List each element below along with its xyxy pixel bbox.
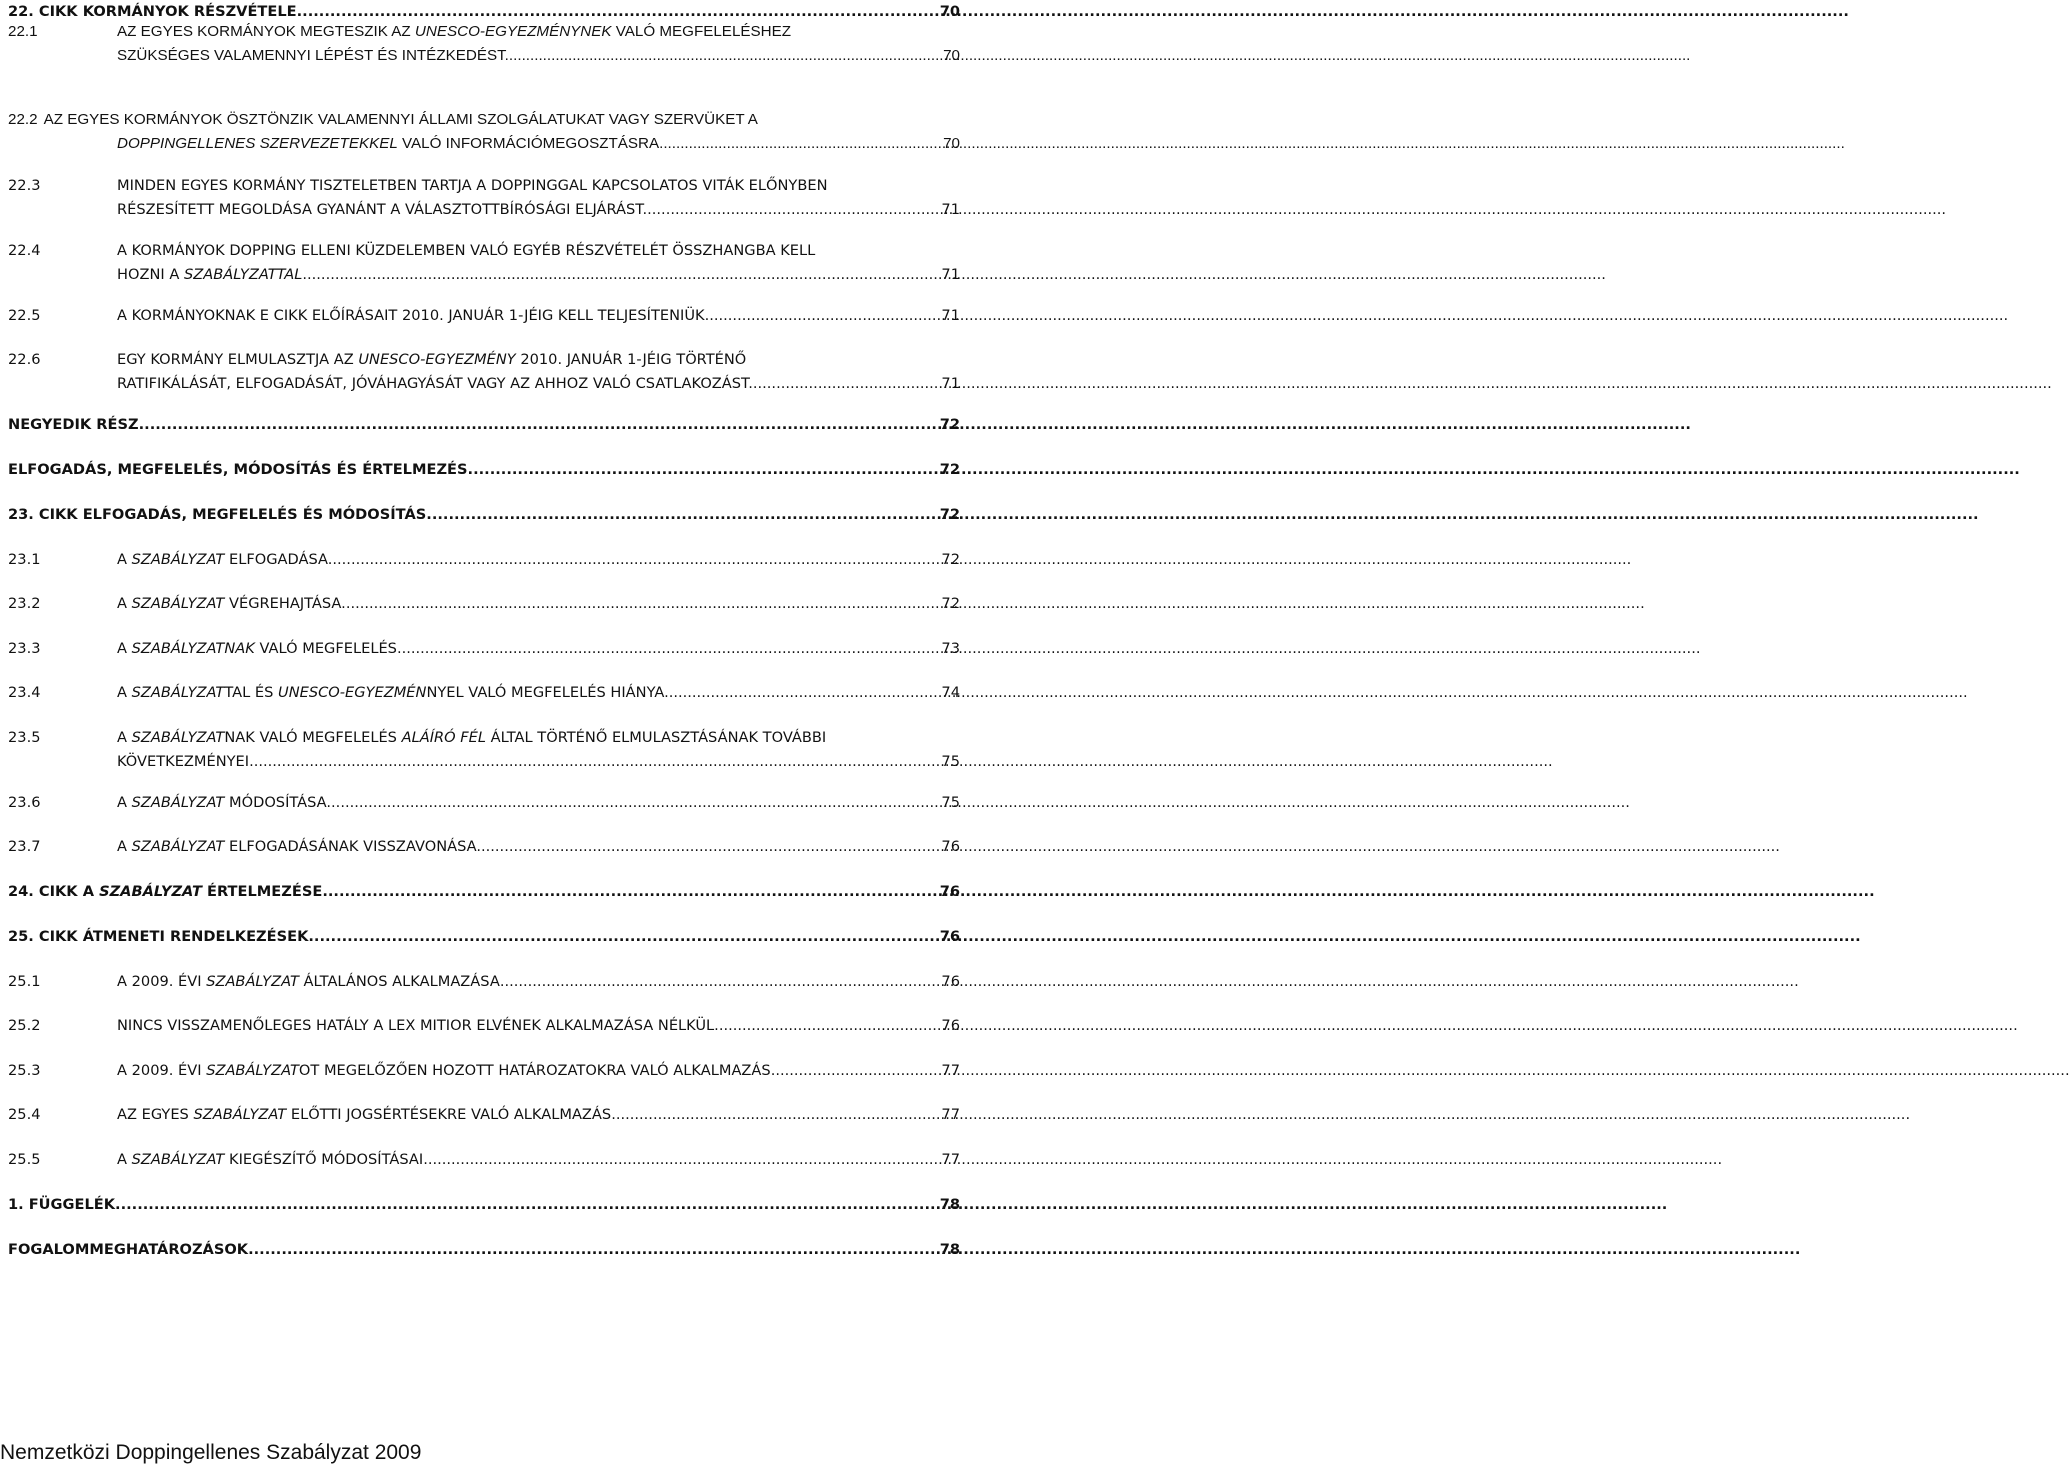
toc-page-number: 70 <box>939 3 960 20</box>
toc-number: 25.3 <box>8 1062 41 1079</box>
toc-leader <box>139 413 938 437</box>
toc-entry[interactable] <box>8 791 960 815</box>
toc-entry[interactable] <box>8 592 960 616</box>
toc-leader <box>307 263 939 287</box>
toc-title: A SZABÁLYZAT MÓDOSÍTÁSA. <box>117 794 332 811</box>
toc-entry[interactable] <box>8 835 960 859</box>
toc-page-number: 75 <box>941 794 960 811</box>
toc-title: CIKK ÁTMENETI RENDELKEZÉSEK <box>38 928 309 945</box>
toc-title: A SZABÁLYZAT ELFOGADÁSÁNAK VISSZAVONÁSA. <box>117 838 481 855</box>
toc-entry[interactable] <box>8 413 960 437</box>
toc-title: A SZABÁLYZATNAK VALÓ MEGFELELÉS ALÁÍRÓ FÉL ÁLTAL TÖRTÉNŐ ELMULASZTÁSÁNAK TOVÁBBI <box>117 729 827 746</box>
toc-leader <box>402 637 940 661</box>
toc-number: 22. <box>8 3 34 20</box>
toc-number: 22.2 <box>8 111 38 128</box>
toc-entry[interactable] <box>8 108 960 156</box>
toc-number: 23.1 <box>8 551 41 568</box>
toc-leader <box>611 1103 939 1127</box>
toc-number: 22.4 <box>8 242 41 259</box>
page-footer: Nemzetközi Doppingellenes Szabályzat 2009 <box>0 1441 422 1464</box>
toc-entry[interactable] <box>8 970 960 994</box>
toc-page-number: 72 <box>939 416 960 433</box>
toc-entry[interactable] <box>8 548 960 572</box>
toc-leader <box>753 372 940 396</box>
toc-title: NEGYEDIK RÉSZ <box>8 416 139 433</box>
toc-entry[interactable] <box>8 20 960 68</box>
toc-title: AZ EGYES KORMÁNYOK MEGTESZIK AZ UNESCO-EGYEZMÉNYNEK VALÓ MEGFELELÉSHEZ <box>117 23 792 40</box>
toc-page-number: 75 <box>941 753 960 770</box>
toc-title: A SZABÁLYZAT ELFOGADÁSA. <box>117 551 333 568</box>
toc-title-continued: KÖVETKEZMÉNYEI. <box>117 753 254 770</box>
toc-page-number: 72 <box>941 595 960 612</box>
toc-page-number: 71 <box>941 375 960 392</box>
toc-title: EGY KORMÁNY ELMULASZTJA AZ UNESCO-EGYEZMÉNY 2010. JANUÁR 1-JÉIG TÖRTÉNŐ <box>117 351 747 368</box>
toc-page-number: 70 <box>943 47 960 64</box>
toc-leader <box>248 1238 938 1262</box>
toc-entry[interactable] <box>8 637 960 661</box>
toc-number: 23.5 <box>8 729 41 746</box>
toc-title-continued: DOPPINGELLENES SZERVEZETEKKEL VALÓ INFORMÁCIÓMEGOSZTÁSRA. <box>117 135 664 152</box>
toc-entry[interactable] <box>8 1014 960 1038</box>
toc-entry[interactable] <box>8 1238 960 1262</box>
toc-leader <box>115 1193 938 1217</box>
toc-leader <box>426 503 937 527</box>
toc-leader <box>468 458 938 482</box>
toc-title: CIKK KORMÁNYOK RÉSZVÉTELE <box>38 3 297 20</box>
toc-page-number: 71 <box>941 201 960 218</box>
toc-page-number: 74 <box>941 684 960 701</box>
toc-title: MINDEN EGYES KORMÁNY TISZTELETBEN TARTJA A DOPPINGGAL KAPCSOLATOS VITÁK ELŐNYBEN <box>117 177 828 194</box>
toc-title: A KORMÁNYOKNAK E CIKK ELŐÍRÁSAIT 2010. JANUÁR 1-JÉIG KELL TELJESÍTENIÜK. <box>117 307 710 324</box>
toc-entry[interactable] <box>8 174 960 222</box>
toc-leader <box>709 304 939 328</box>
toc-title: A SZABÁLYZATNAK VALÓ MEGFELELÉS. <box>117 640 402 657</box>
toc-leader <box>423 1148 939 1172</box>
toc-title: A 2009. ÉVI SZABÁLYZAT ÁLTALÁNOS ALKALMAZÁSA <box>117 973 500 990</box>
toc-title: A SZABÁLYZAT KIEGÉSZÍTŐ MÓDOSÍTÁSAI <box>117 1151 424 1168</box>
toc-entry[interactable] <box>8 1059 960 1083</box>
toc-entry[interactable] <box>8 458 960 482</box>
toc-number: 22.3 <box>8 177 41 194</box>
toc-title: A SZABÁLYZAT VÉGREHAJTÁSA. <box>117 595 346 612</box>
toc-leader <box>481 835 939 859</box>
toc-page-number: 71 <box>941 266 960 283</box>
toc-title: AZ EGYES SZABÁLYZAT ELŐTTI JOGSÉRTÉSEKRE VALÓ ALKALMAZÁS <box>117 1106 612 1123</box>
toc-page-number: 76 <box>941 838 960 855</box>
toc-leader <box>331 791 939 815</box>
toc-number: 25.2 <box>8 1017 41 1034</box>
toc-number: 23.3 <box>8 640 41 657</box>
toc-page-number: 72 <box>941 551 960 568</box>
toc-entry[interactable] <box>8 503 960 527</box>
toc-title: ELFOGADÁS, MEGFELELÉS, MÓDOSÍTÁS ÉS ÉRTELMEZÉS <box>8 461 468 478</box>
toc-leader <box>332 548 939 572</box>
toc-number: 23.2 <box>8 595 41 612</box>
toc-page-number: 76 <box>939 928 960 945</box>
toc-title: NINCS VISSZAMENŐLEGES HATÁLY A LEX MITIOR ELVÉNEK ALKALMAZÁSA NÉLKÜL. <box>117 1017 719 1034</box>
toc-number: 23.4 <box>8 684 41 701</box>
toc-leader <box>308 925 937 949</box>
toc-entry[interactable] <box>8 726 960 774</box>
toc-page-number: 70 <box>943 135 960 152</box>
toc-title-continued: HOZNI A SZABÁLYZATTAL. <box>117 266 308 283</box>
toc-title-continued: RÉSZESÍTETT MEGOLDÁSA GYANÁNT A VÁLASZTOTTBÍRÓSÁGI ELJÁRÁST. <box>117 201 648 218</box>
toc-entry[interactable] <box>8 1193 960 1217</box>
toc-page-number: 76 <box>939 883 960 900</box>
toc-entry[interactable] <box>8 304 960 328</box>
toc-title: A 2009. ÉVI SZABÁLYZATOT MEGELŐZŐEN HOZOTT HATÁROZATOKRA VALÓ ALKALMAZÁS <box>117 1062 771 1079</box>
toc-leader <box>719 1014 940 1038</box>
toc-leader <box>346 592 940 616</box>
toc-number: 25.1 <box>8 973 41 990</box>
toc-title-continued: RATIFIKÁLÁSÁT, ELFOGADÁSÁT, JÓVÁHAGYÁSÁT VAGY AZ AHHOZ VALÓ CSATLAKOZÁST. <box>117 375 753 392</box>
toc-number: 25. <box>8 928 34 945</box>
toc-entry[interactable] <box>8 1148 960 1172</box>
toc-number: 23. <box>8 506 34 523</box>
toc-number: 22.6 <box>8 351 41 368</box>
toc-number: 23.6 <box>8 794 41 811</box>
toc-number: 23.7 <box>8 838 41 855</box>
toc-leader <box>509 44 941 68</box>
toc-number: 1. <box>8 1196 24 1213</box>
toc-number: 22.1 <box>8 23 38 40</box>
toc-leader <box>669 681 940 705</box>
toc-page-number: 73 <box>941 640 960 657</box>
toc-leader <box>771 1059 940 1083</box>
toc-page-number: 72 <box>939 506 960 523</box>
toc-title-continued: SZÜKSÉGES VALAMENNYI LÉPÉST ÉS INTÉZKEDÉST. <box>117 47 509 64</box>
toc-page-number: 71 <box>941 307 960 324</box>
toc-entry[interactable] <box>8 681 960 705</box>
toc-page-number: 77 <box>941 1106 960 1123</box>
toc-title: A KORMÁNYOK DOPPING ELLENI KÜZDELEMBEN VALÓ EGYÉB RÉSZVÉTELÉT ÖSSZHANGBA KELL <box>117 242 816 259</box>
toc-entry[interactable] <box>8 880 960 904</box>
toc-title: CIKK A SZABÁLYZAT ÉRTELMEZÉSE <box>38 883 323 900</box>
toc-title: CIKK ELFOGADÁS, MEGFELELÉS ÉS MÓDOSÍTÁS <box>38 506 427 523</box>
toc-page-number: 77 <box>941 1151 960 1168</box>
toc-entry[interactable] <box>8 348 960 396</box>
toc-title: FOGALOMMEGHATÁROZÁSOK <box>8 1241 249 1258</box>
toc-title: A SZABÁLYZATTAL ÉS UNESCO-EGYEZMÉNNYEL VALÓ MEGFELELÉS HIÁNYA. <box>117 684 669 701</box>
toc-entry[interactable] <box>8 1103 960 1127</box>
toc-page-number: 76 <box>941 973 960 990</box>
toc-title: AZ EGYES KORMÁNYOK ÖSZTÖNZIK VALAMENNYI ÁLLAMI SZOLGÁLATUKAT VAGY SZERVÜKET A <box>43 111 758 128</box>
toc-page-number: 78 <box>939 1241 960 1258</box>
toc-entry[interactable] <box>8 239 960 287</box>
toc-entry[interactable] <box>8 925 960 949</box>
toc-leader <box>647 198 939 222</box>
toc-number: 22.5 <box>8 307 41 324</box>
toc-leader <box>254 750 940 774</box>
toc-page-number: 72 <box>939 461 960 478</box>
toc-page-number: 76 <box>941 1017 960 1034</box>
toc-number: 25.4 <box>8 1106 41 1123</box>
toc-leader <box>500 970 940 994</box>
toc-leader <box>663 132 941 156</box>
toc-leader <box>322 880 937 904</box>
toc-page-number: 77 <box>941 1062 960 1079</box>
toc-number: 24. <box>8 883 34 900</box>
toc-number: 25.5 <box>8 1151 41 1168</box>
toc-page-number: 78 <box>939 1196 960 1213</box>
toc-title: FÜGGELÉK <box>28 1196 116 1213</box>
